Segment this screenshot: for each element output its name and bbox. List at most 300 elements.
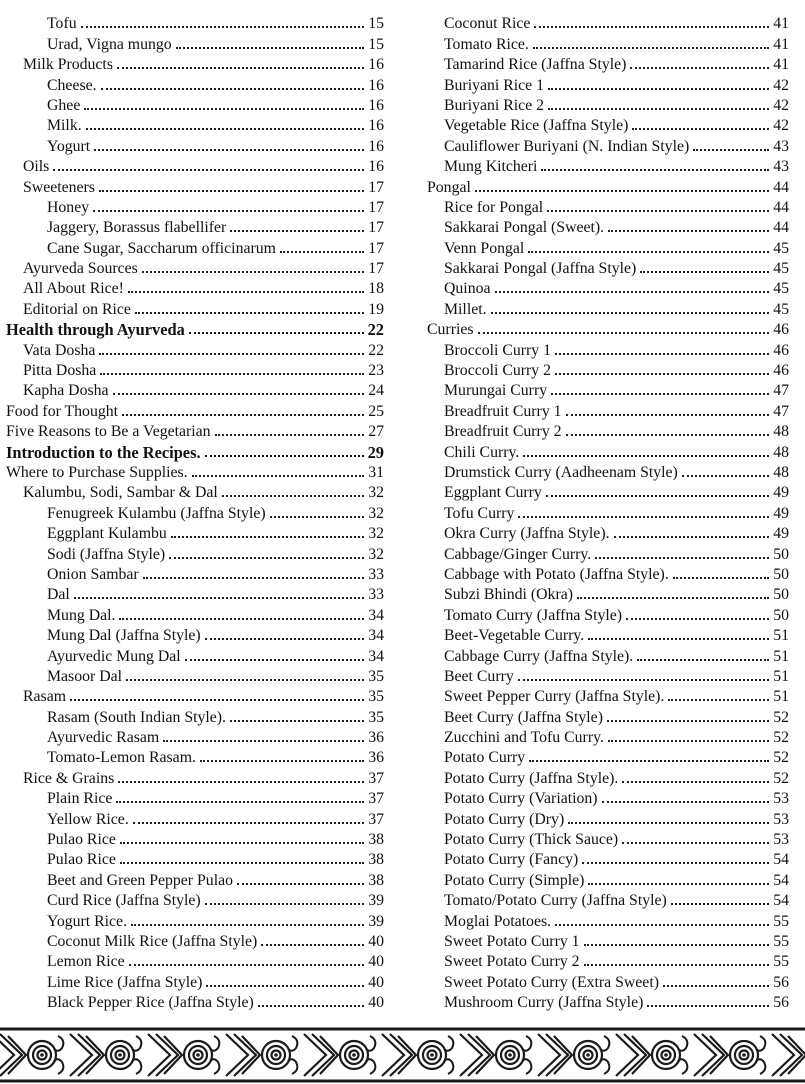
dot-leader [626,618,769,620]
dot-leader [53,169,364,171]
toc-entry-title: Coconut Milk Rice (Jaffna Style) [47,932,258,950]
toc-entry-page-number: 15 [368,35,384,53]
toc-entry-title: Cabbage with Potato (Jaffna Style). [444,565,669,583]
toc-entry [6,339,384,359]
toc-entry [6,666,384,686]
dot-leader [189,332,364,334]
toc-entry-title: Potato Curry (Jaffna Style). [444,769,619,787]
toc-entry-title: Lime Rice (Jaffna Style) [47,973,203,991]
dot-leader [551,393,769,395]
dot-leader [133,822,364,824]
dot-leader [622,781,769,783]
toc-entry [427,686,789,706]
toc-entry-title: Ghee [47,96,81,114]
toc-entry [6,441,384,461]
dot-leader [663,985,769,987]
toc-entry [6,319,384,339]
toc-entry-page-number: 16 [368,158,384,176]
toc-entry [6,360,384,380]
toc-entry-title: Pulao Rice [47,831,116,849]
toc-entry [427,829,789,849]
toc-entry [427,13,789,33]
toc-entry-title: Coconut Rice [444,15,531,33]
dot-leader [582,862,769,864]
toc-entry-title: Dal [47,586,70,604]
dot-leader [143,577,365,579]
toc-entry-page-number: 50 [773,586,789,604]
toc-entry [6,95,384,115]
dot-leader [205,903,365,905]
toc-entry-page-number: 54 [773,871,789,889]
dot-leader [523,455,769,457]
toc-entry-title: Potato Curry (Thick Sauce) [444,831,619,849]
dot-leader [205,455,364,457]
dot-leader [491,312,770,314]
dot-leader [126,679,364,681]
toc-entry [427,502,789,522]
toc-entry-page-number: 48 [773,443,789,461]
dot-leader [99,190,364,192]
toc-entry-title: Food for Thought [6,402,119,420]
toc-entry [427,584,789,604]
toc-entry-page-number: 22 [368,341,384,359]
toc-entry [427,95,789,115]
toc-entry-title: Mung Kitcheri [444,158,538,176]
toc-entry-page-number: 54 [773,892,789,910]
dot-leader [475,190,769,192]
toc-entry [6,54,384,74]
toc-entry [6,564,384,584]
toc-entry [6,523,384,543]
toc-entry-title: Beet Curry [444,667,514,685]
toc-entry [427,931,789,951]
dot-leader [478,332,770,334]
toc-entry-page-number: 52 [773,769,789,787]
toc-entry-page-number: 34 [368,647,384,665]
toc-entry-page-number: 55 [773,912,789,930]
dot-leader [584,944,770,946]
toc-entry-title: All About Rice! [23,280,124,298]
toc-entry [6,258,384,278]
toc-entry-title: Ayurveda Sources [23,260,138,278]
toc-entry-page-number: 16 [368,96,384,114]
toc-entry-title: Fenugreek Kulambu (Jaffna Style) [47,504,266,522]
toc-entry [6,727,384,747]
toc-entry-title: Breadfruit Curry 1 [444,402,562,420]
toc-entry [6,176,384,196]
dot-leader [169,557,364,559]
toc-entry-title: Sweeteners [23,178,95,196]
toc-entry-title: Potato Curry (Variation) [444,790,598,808]
toc-entry-title: Milk. [47,117,82,135]
dot-leader [117,67,364,69]
toc-entry [6,298,384,318]
dot-leader [546,495,769,497]
dot-leader [270,516,365,518]
dot-leader [118,781,364,783]
dot-leader [128,291,364,293]
toc-entry [427,197,789,217]
toc-entry [6,197,384,217]
toc-entry-title: Where to Purchase Supplies. [6,463,188,481]
toc-entry [6,686,384,706]
toc-entry [427,217,789,237]
toc-entry-title: Tofu [47,15,77,33]
toc-entry-title: Zucchini and Tofu Curry. [444,729,604,747]
toc-entry-page-number: 45 [773,280,789,298]
toc-entry-title: Sakkarai Pongal (Sweet). [444,219,605,237]
toc-entry-title: Okra Curry (Jaffna Style). [444,525,610,543]
toc-entry [427,115,789,135]
toc-entry-page-number: 53 [773,810,789,828]
toc-entry-page-number: 16 [368,56,384,74]
toc-entry [427,971,789,991]
toc-entry-title: Cauliflower Buriyani (N. Indian Style) [444,137,690,155]
toc-entry-page-number: 17 [368,260,384,278]
dot-leader [86,128,365,130]
toc-entry-title: Eggplant Kulambu [47,525,167,543]
toc-entry [427,910,789,930]
toc-entry-page-number: 16 [368,76,384,94]
dot-leader [176,47,365,49]
toc-entry-page-number: 37 [368,769,384,787]
toc-entry-title: Urad, Vigna mungo [47,35,172,53]
toc-entry [6,849,384,869]
toc-entry-title: Potato Curry [444,749,526,767]
toc-entry [427,74,789,94]
toc-entry [427,441,789,461]
toc-entry-title: Buriyani Rice 1 [444,76,545,94]
toc-entry-title: Rice & Grains [23,769,115,787]
toc-entry-page-number: 45 [773,239,789,257]
toc-entry [6,706,384,726]
toc-entry-page-number: 49 [773,525,789,543]
toc-entry-page-number: 38 [368,831,384,849]
toc-entry-title: Subzi Bhindi (Okra) [444,586,573,604]
toc-entry-title: Drumstick Curry (Aadheenam Style) [444,463,678,481]
toc-entry-page-number: 56 [773,994,789,1012]
toc-entry-title: Tomato Curry (Jaffna Style) [444,606,623,624]
toc-entry-title: Lemon Rice [47,953,125,971]
toc-entry-title: Tamarind Rice (Jaffna Style) [444,56,627,74]
toc-entry-page-number: 29 [367,442,384,462]
toc-entry-title: Vata Dosha [23,341,96,359]
toc-entry [6,767,384,787]
dot-leader [230,720,364,722]
dot-leader [630,67,769,69]
dot-leader [588,638,769,640]
toc-entry [6,890,384,910]
toc-column-right [427,13,789,1012]
toc-entry-page-number: 31 [368,463,384,481]
dot-leader [119,618,364,620]
dot-leader [541,169,769,171]
toc-entry [427,645,789,665]
toc-entry-title: Mung Dal. [47,606,116,624]
toc-entry [427,767,789,787]
toc-entry-page-number: 40 [368,973,384,991]
toc-entry-page-number: 35 [368,688,384,706]
dot-leader [116,801,364,803]
toc-entry-title: Mushroom Curry (Jaffna Style) [444,994,644,1012]
dot-leader [131,924,364,926]
toc-entry [427,788,789,808]
toc-entry [6,462,384,482]
toc-entry-title: Health through Ayurveda [6,320,185,340]
toc-entry-page-number: 32 [368,525,384,543]
toc-entry [427,727,789,747]
toc-entry-title: Broccoli Curry 2 [444,362,552,380]
toc-entry [427,54,789,74]
dot-leader [222,495,364,497]
dot-leader [261,944,364,946]
toc-entry-page-number: 38 [368,851,384,869]
toc-entry-title: Rasam (South Indian Style). [47,708,227,726]
dot-leader [74,597,364,599]
dot-leader [171,536,364,538]
dot-leader [206,985,364,987]
dot-leader [518,679,769,681]
dot-leader [671,903,769,905]
dot-leader [608,230,769,232]
toc-entry [427,237,789,257]
decorative-border-icon [0,1026,805,1084]
toc-entry-page-number: 16 [368,117,384,135]
toc-entry [6,543,384,563]
toc-entry-title: Plain Rice [47,790,113,808]
toc-entry-page-number: 51 [773,688,789,706]
dot-leader [135,312,364,314]
toc-entry-title: Quinoa [444,280,491,298]
dot-leader [528,251,769,253]
toc-entry-title: Ayurvedic Rasam [47,729,160,747]
toc-entry [427,360,789,380]
toc-entry [427,625,789,645]
toc-entry-title: Ayurvedic Mung Dal [47,647,181,665]
toc-entry-page-number: 50 [773,565,789,583]
toc-entry [6,115,384,135]
dot-leader [258,1005,364,1007]
toc-entry-page-number: 48 [773,463,789,481]
toc-entry-title: Curries [427,321,474,339]
toc-entry-page-number: 41 [773,15,789,33]
toc-entry-page-number: 46 [773,362,789,380]
dot-leader [640,271,769,273]
toc-entry-page-number: 47 [773,382,789,400]
toc-entry [427,523,789,543]
toc-entry [427,992,789,1012]
toc-entry [6,829,384,849]
toc-entry [6,237,384,257]
dot-leader [668,699,769,701]
toc-entry-title: Sodi (Jaffna Style) [47,545,166,563]
toc-entry [6,584,384,604]
dot-leader [237,883,364,885]
toc-entry-title: Murungai Curry [444,382,548,400]
toc-entry-title: Breadfruit Curry 2 [444,423,562,441]
toc-entry [6,747,384,767]
toc-entry-title: Potato Curry (Dry) [444,810,565,828]
toc-entry-page-number: 25 [368,402,384,420]
toc-entry [427,951,789,971]
toc-entry-page-number: 55 [773,932,789,950]
toc-entry-title: Masoor Dal [47,667,123,685]
toc-entry [6,502,384,522]
dot-leader [70,699,364,701]
dot-leader [529,760,769,762]
dot-leader [280,251,364,253]
toc-entry-page-number: 45 [773,260,789,278]
toc-entry-title: Introduction to the Recipes. [6,442,201,462]
dot-leader [673,577,769,579]
toc-entry-title: Tomato Rice. [444,35,529,53]
toc-entry-title: Pulao Rice [47,851,116,869]
toc-entry-page-number: 42 [773,76,789,94]
dot-leader [120,842,364,844]
toc-entry-page-number: 37 [368,790,384,808]
dot-leader [566,414,770,416]
toc-entry-page-number: 44 [773,178,789,196]
dot-leader [163,740,364,742]
dot-leader [682,475,769,477]
toc-entry-page-number: 43 [773,158,789,176]
toc-entry-page-number: 33 [368,586,384,604]
toc-entry-page-number: 32 [368,484,384,502]
toc-entry-title: Millet. [444,300,487,318]
toc-entry [427,849,789,869]
dot-leader [122,414,364,416]
toc-entry-title: Beet-Vegetable Curry. [444,627,585,645]
dot-leader [533,47,769,49]
toc-entry [6,380,384,400]
toc-entry-title: Sweet Potato Curry 2 [444,953,580,971]
toc-entry [427,747,789,767]
toc-entry [427,564,789,584]
toc-entry-page-number: 39 [368,912,384,930]
toc-entry-page-number: 54 [773,851,789,869]
toc-entry-title: Kalumbu, Sodi, Sambar & Dal [23,484,218,502]
dot-leader [632,128,769,130]
dot-leader [588,883,769,885]
toc-entry-page-number: 37 [368,810,384,828]
toc-entry-title: Yogurt Rice. [47,912,128,930]
toc-entry [427,319,789,339]
dot-leader [534,26,769,28]
toc-entry-title: Potato Curry (Fancy) [444,851,579,869]
toc-entry-page-number: 53 [773,790,789,808]
toc-entry [427,869,789,889]
dot-leader [555,353,769,355]
toc-entry-page-number: 38 [368,871,384,889]
toc-entry-page-number: 49 [773,484,789,502]
toc-entry-page-number: 56 [773,973,789,991]
toc-entry [427,462,789,482]
toc-entry-title: Milk Products [23,56,113,74]
toc-entry-title: Kapha Dosha [23,382,109,400]
toc-entry [427,421,789,441]
toc-column-left [6,13,384,1012]
toc-entry-title: Cabbage Curry (Jaffna Style). [444,647,634,665]
toc-entry [6,421,384,441]
toc-entry-page-number: 16 [368,137,384,155]
dot-leader [614,536,770,538]
toc-entry-page-number: 23 [368,362,384,380]
toc-entry-title: Five Reasons to Be a Vegetarian [6,423,211,441]
toc-entry-page-number: 40 [368,932,384,950]
toc-entry-title: Black Pepper Rice (Jaffna Style) [47,994,254,1012]
toc-entry [427,604,789,624]
toc-entry-page-number: 17 [368,178,384,196]
toc-entry-title: Beet and Green Pepper Pulao [47,871,233,889]
toc-entry-page-number: 18 [368,280,384,298]
toc-entry-page-number: 51 [773,647,789,665]
toc-entry-page-number: 52 [773,749,789,767]
dot-leader [142,271,364,273]
toc-entry-title: Cheese. [47,76,97,94]
toc-entry-page-number: 17 [368,219,384,237]
toc-entry-page-number: 45 [773,300,789,318]
toc-entry-title: Tomato-Lemon Rasam. [47,749,196,767]
toc-entry-title: Cane Sugar, Saccharum officinarum [47,239,276,257]
dot-leader [93,210,364,212]
dot-leader [129,964,365,966]
dot-leader [555,924,769,926]
toc-entry [6,604,384,624]
toc-entry [427,156,789,176]
toc-entry [427,380,789,400]
toc-entry [6,869,384,889]
toc-entry-page-number: 46 [773,321,789,339]
toc-entry-page-number: 17 [368,239,384,257]
toc-entry-page-number: 32 [368,504,384,522]
toc-entry-title: Buriyani Rice 2 [444,96,545,114]
toc-entry-page-number: 42 [773,117,789,135]
toc-entry-page-number: 41 [773,56,789,74]
toc-entry [427,400,789,420]
toc-entry [6,931,384,951]
toc-entry [427,706,789,726]
toc-entry [6,278,384,298]
toc-entry-page-number: 36 [368,749,384,767]
toc-entry-page-number: 52 [773,708,789,726]
toc-entry [6,400,384,420]
dot-leader [547,210,769,212]
toc-entry [6,33,384,53]
toc-entry-page-number: 36 [368,729,384,747]
toc-entry-title: Moglai Potatoes. [444,912,552,930]
toc-entry [427,33,789,53]
toc-entry [427,135,789,155]
dot-leader [647,1005,769,1007]
toc-entry-page-number: 40 [368,953,384,971]
toc-entry-page-number: 27 [368,423,384,441]
toc-entry-title: Yogurt [47,137,91,155]
toc-entry [6,971,384,991]
dot-leader [101,88,365,90]
dot-leader [566,434,770,436]
toc-entry-page-number: 33 [368,565,384,583]
dot-leader [548,88,769,90]
toc-entry-page-number: 46 [773,341,789,359]
toc-entry-page-number: 42 [773,96,789,114]
toc-entry-page-number: 19 [368,300,384,318]
toc-entry-page-number: 53 [773,831,789,849]
toc-entry [427,808,789,828]
dot-leader [94,149,364,151]
toc-entry-title: Cabbage/Ginger Curry. [444,545,592,563]
toc-entry-title: Broccoli Curry 1 [444,341,552,359]
toc-entry-title: Beet Curry (Jaffna Style) [444,708,603,726]
